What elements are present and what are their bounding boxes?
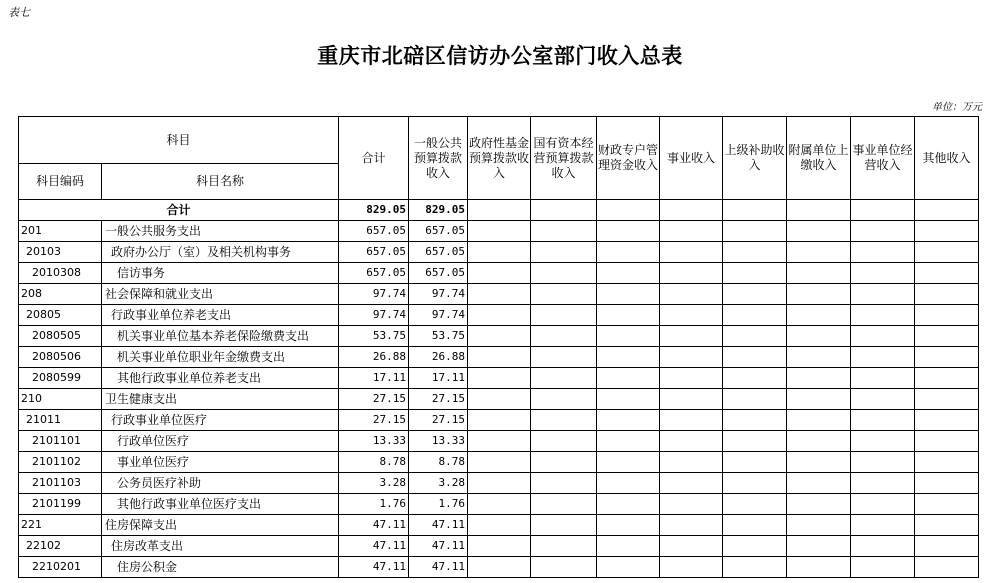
subject-name-cell: 其他行政事业单位医疗支出 xyxy=(102,494,339,515)
empty-cell xyxy=(787,221,851,242)
table-row xyxy=(19,263,979,284)
empty-cell xyxy=(915,515,979,536)
table-row xyxy=(19,410,979,431)
col-header-other-income: 其他收入 xyxy=(915,117,979,200)
empty-cell xyxy=(468,305,531,326)
empty-cell xyxy=(787,326,851,347)
table-row xyxy=(19,368,979,389)
empty-cell xyxy=(531,200,597,221)
general-budget-cell: 17.11 xyxy=(409,368,468,389)
total-row-label: 合计 xyxy=(19,200,339,221)
empty-cell xyxy=(723,200,787,221)
subject-code-cell: 2101103 xyxy=(19,473,102,494)
table-row xyxy=(19,305,979,326)
empty-cell xyxy=(468,410,531,431)
empty-cell xyxy=(787,200,851,221)
total-row-total: 829.05 xyxy=(339,200,409,221)
empty-cell xyxy=(851,326,915,347)
subject-code-cell: 22102 xyxy=(19,536,102,557)
empty-cell xyxy=(851,221,915,242)
empty-cell xyxy=(915,347,979,368)
general-budget-cell: 27.15 xyxy=(409,410,468,431)
total-cell: 47.11 xyxy=(339,557,409,578)
empty-cell xyxy=(787,368,851,389)
total-cell: 26.88 xyxy=(339,347,409,368)
empty-cell xyxy=(660,494,723,515)
subject-code-cell: 221 xyxy=(19,515,102,536)
general-budget-cell: 26.88 xyxy=(409,347,468,368)
general-budget-cell: 47.11 xyxy=(409,557,468,578)
general-budget-cell: 47.11 xyxy=(409,536,468,557)
empty-cell xyxy=(660,515,723,536)
table-row xyxy=(19,347,979,368)
table-row xyxy=(19,242,979,263)
col-header-affiliated-unit: 附属单位上缴收入 xyxy=(787,117,851,200)
general-budget-cell: 53.75 xyxy=(409,326,468,347)
empty-cell xyxy=(597,515,660,536)
page-title: 重庆市北碚区信访办公室部门收入总表 xyxy=(317,43,683,68)
subject-name-cell: 卫生健康支出 xyxy=(102,389,339,410)
subject-name-cell: 机关事业单位基本养老保险缴费支出 xyxy=(102,326,339,347)
col-header-business-income: 事业收入 xyxy=(660,117,723,200)
empty-cell xyxy=(531,284,597,305)
total-cell: 8.78 xyxy=(339,452,409,473)
empty-cell xyxy=(787,452,851,473)
empty-cell xyxy=(915,410,979,431)
empty-cell xyxy=(915,305,979,326)
empty-cell xyxy=(468,263,531,284)
subject-name-cell: 机关事业单位职业年金缴费支出 xyxy=(102,347,339,368)
empty-cell xyxy=(597,368,660,389)
empty-cell xyxy=(915,368,979,389)
empty-cell xyxy=(787,431,851,452)
subject-name-cell: 住房保障支出 xyxy=(102,515,339,536)
empty-cell xyxy=(723,557,787,578)
total-row xyxy=(19,200,979,221)
empty-cell xyxy=(531,557,597,578)
subject-code-cell: 2080505 xyxy=(19,326,102,347)
general-budget-cell: 97.74 xyxy=(409,284,468,305)
subject-name-cell: 住房改革支出 xyxy=(102,536,339,557)
empty-cell xyxy=(597,557,660,578)
subject-name-cell: 行政事业单位养老支出 xyxy=(102,305,339,326)
empty-cell xyxy=(660,221,723,242)
empty-cell xyxy=(915,221,979,242)
total-cell: 13.33 xyxy=(339,431,409,452)
empty-cell xyxy=(531,431,597,452)
empty-cell xyxy=(468,473,531,494)
empty-cell xyxy=(531,515,597,536)
general-budget-cell: 97.74 xyxy=(409,305,468,326)
empty-cell xyxy=(851,557,915,578)
empty-cell xyxy=(851,263,915,284)
empty-cell xyxy=(851,536,915,557)
col-header-special-account: 财政专户管理资金收入 xyxy=(597,117,660,200)
empty-cell xyxy=(723,347,787,368)
subject-code-cell: 2210201 xyxy=(19,557,102,578)
empty-cell xyxy=(597,200,660,221)
empty-cell xyxy=(660,200,723,221)
total-cell: 1.76 xyxy=(339,494,409,515)
empty-cell xyxy=(531,221,597,242)
empty-cell xyxy=(531,347,597,368)
table-row xyxy=(19,326,979,347)
subject-name-cell: 行政事业单位医疗 xyxy=(102,410,339,431)
empty-cell xyxy=(660,263,723,284)
empty-cell xyxy=(597,347,660,368)
empty-cell xyxy=(660,431,723,452)
empty-cell xyxy=(468,284,531,305)
subject-name-header: 科目名称 xyxy=(102,164,339,200)
empty-cell xyxy=(597,284,660,305)
subject-code-cell: 2101101 xyxy=(19,431,102,452)
empty-cell xyxy=(468,494,531,515)
empty-cell xyxy=(787,305,851,326)
empty-cell xyxy=(787,536,851,557)
col-header-total: 合计 xyxy=(339,117,409,200)
general-budget-cell: 657.05 xyxy=(409,242,468,263)
empty-cell xyxy=(787,473,851,494)
empty-cell xyxy=(468,389,531,410)
empty-cell xyxy=(660,536,723,557)
empty-cell xyxy=(597,473,660,494)
empty-cell xyxy=(915,242,979,263)
empty-cell xyxy=(468,221,531,242)
empty-cell xyxy=(531,326,597,347)
total-cell: 47.11 xyxy=(339,536,409,557)
empty-cell xyxy=(597,389,660,410)
empty-cell xyxy=(723,536,787,557)
empty-cell xyxy=(660,326,723,347)
empty-cell xyxy=(723,389,787,410)
subject-name-cell: 社会保障和就业支出 xyxy=(102,284,339,305)
empty-cell xyxy=(851,389,915,410)
col-header-state-capital: 国有资本经营预算拨款收入 xyxy=(531,117,597,200)
empty-cell xyxy=(851,347,915,368)
table-row xyxy=(19,452,979,473)
empty-cell xyxy=(660,347,723,368)
col-header-gov-fund: 政府性基金预算拨款收入 xyxy=(468,117,531,200)
empty-cell xyxy=(597,242,660,263)
empty-cell xyxy=(851,515,915,536)
empty-cell xyxy=(660,284,723,305)
general-budget-cell: 1.76 xyxy=(409,494,468,515)
empty-cell xyxy=(597,326,660,347)
empty-cell xyxy=(723,431,787,452)
general-budget-cell: 27.15 xyxy=(409,389,468,410)
empty-cell xyxy=(787,494,851,515)
subject-code-header: 科目编码 xyxy=(19,164,102,200)
empty-cell xyxy=(723,494,787,515)
empty-cell xyxy=(660,557,723,578)
total-cell: 27.15 xyxy=(339,389,409,410)
revenue-table xyxy=(18,116,979,578)
empty-cell xyxy=(468,242,531,263)
total-cell: 97.74 xyxy=(339,284,409,305)
subject-code-cell: 20805 xyxy=(19,305,102,326)
empty-cell xyxy=(915,431,979,452)
empty-cell xyxy=(851,473,915,494)
empty-cell xyxy=(468,431,531,452)
empty-cell xyxy=(660,410,723,431)
general-budget-cell: 3.28 xyxy=(409,473,468,494)
empty-cell xyxy=(660,305,723,326)
empty-cell xyxy=(597,452,660,473)
subject-code-cell: 201 xyxy=(19,221,102,242)
empty-cell xyxy=(597,431,660,452)
table-row xyxy=(19,536,979,557)
empty-cell xyxy=(468,368,531,389)
col-header-general-budget: 一般公共预算拨款收入 xyxy=(409,117,468,200)
table-row xyxy=(19,389,979,410)
empty-cell xyxy=(531,452,597,473)
empty-cell xyxy=(723,284,787,305)
empty-cell xyxy=(660,473,723,494)
table-row xyxy=(19,431,979,452)
total-cell: 27.15 xyxy=(339,410,409,431)
table-row xyxy=(19,557,979,578)
subject-name-cell: 行政单位医疗 xyxy=(102,431,339,452)
empty-cell xyxy=(787,410,851,431)
subject-name-cell: 公务员医疗补助 xyxy=(102,473,339,494)
empty-cell xyxy=(915,494,979,515)
empty-cell xyxy=(723,410,787,431)
total-cell: 97.74 xyxy=(339,305,409,326)
total-row-general-budget: 829.05 xyxy=(409,200,468,221)
subject-code-cell: 2080506 xyxy=(19,347,102,368)
empty-cell xyxy=(851,452,915,473)
subject-code-cell: 210 xyxy=(19,389,102,410)
general-budget-cell: 657.05 xyxy=(409,221,468,242)
empty-cell xyxy=(723,473,787,494)
empty-cell xyxy=(787,284,851,305)
subject-code-cell: 21011 xyxy=(19,410,102,431)
empty-cell xyxy=(468,347,531,368)
empty-cell xyxy=(851,200,915,221)
empty-cell xyxy=(723,515,787,536)
empty-cell xyxy=(851,305,915,326)
empty-cell xyxy=(851,284,915,305)
empty-cell xyxy=(787,263,851,284)
table-row xyxy=(19,515,979,536)
subject-code-cell: 2080599 xyxy=(19,368,102,389)
subject-code-cell: 2010308 xyxy=(19,263,102,284)
empty-cell xyxy=(851,431,915,452)
empty-cell xyxy=(531,473,597,494)
empty-cell xyxy=(915,263,979,284)
subject-name-cell: 住房公积金 xyxy=(102,557,339,578)
empty-cell xyxy=(787,242,851,263)
empty-cell xyxy=(851,368,915,389)
total-cell: 657.05 xyxy=(339,263,409,284)
subject-name-cell: 政府办公厅（室）及相关机构事务 xyxy=(102,242,339,263)
empty-cell xyxy=(915,284,979,305)
empty-cell xyxy=(723,452,787,473)
general-budget-cell: 657.05 xyxy=(409,263,468,284)
empty-cell xyxy=(723,368,787,389)
col-header-superior-subsidy: 上级补助收入 xyxy=(723,117,787,200)
empty-cell xyxy=(597,305,660,326)
table-header xyxy=(19,117,979,200)
table-row xyxy=(19,284,979,305)
empty-cell xyxy=(660,242,723,263)
col-header-operating-income: 事业单位经营收入 xyxy=(851,117,915,200)
empty-cell xyxy=(468,536,531,557)
total-cell: 47.11 xyxy=(339,515,409,536)
table-number: 表七 xyxy=(8,6,30,19)
table-body xyxy=(19,200,979,578)
empty-cell xyxy=(468,452,531,473)
empty-cell xyxy=(531,410,597,431)
subject-name-cell: 一般公共服务支出 xyxy=(102,221,339,242)
empty-cell xyxy=(531,368,597,389)
table-row xyxy=(19,221,979,242)
empty-cell xyxy=(468,557,531,578)
total-cell: 53.75 xyxy=(339,326,409,347)
total-cell: 657.05 xyxy=(339,242,409,263)
empty-cell xyxy=(597,494,660,515)
empty-cell xyxy=(723,305,787,326)
empty-cell xyxy=(915,452,979,473)
empty-cell xyxy=(468,515,531,536)
empty-cell xyxy=(787,347,851,368)
subject-code-cell: 208 xyxy=(19,284,102,305)
empty-cell xyxy=(915,200,979,221)
table-row xyxy=(19,473,979,494)
empty-cell xyxy=(915,389,979,410)
empty-cell xyxy=(660,389,723,410)
empty-cell xyxy=(597,410,660,431)
empty-cell xyxy=(851,242,915,263)
empty-cell xyxy=(531,305,597,326)
empty-cell xyxy=(468,200,531,221)
empty-cell xyxy=(851,410,915,431)
empty-cell xyxy=(787,389,851,410)
empty-cell xyxy=(531,389,597,410)
empty-cell xyxy=(915,473,979,494)
empty-cell xyxy=(531,263,597,284)
subject-name-cell: 事业单位医疗 xyxy=(102,452,339,473)
total-cell: 3.28 xyxy=(339,473,409,494)
subject-code-cell: 2101199 xyxy=(19,494,102,515)
empty-cell xyxy=(660,452,723,473)
empty-cell xyxy=(723,242,787,263)
empty-cell xyxy=(787,557,851,578)
unit-label: 单位：万元 xyxy=(932,102,982,113)
empty-cell xyxy=(597,536,660,557)
subject-name-cell: 其他行政事业单位养老支出 xyxy=(102,368,339,389)
empty-cell xyxy=(531,494,597,515)
empty-cell xyxy=(468,326,531,347)
empty-cell xyxy=(660,368,723,389)
table-row xyxy=(19,494,979,515)
general-budget-cell: 47.11 xyxy=(409,515,468,536)
general-budget-cell: 8.78 xyxy=(409,452,468,473)
empty-cell xyxy=(787,515,851,536)
empty-cell xyxy=(915,536,979,557)
empty-cell xyxy=(597,263,660,284)
empty-cell xyxy=(597,221,660,242)
empty-cell xyxy=(531,536,597,557)
subject-group-header: 科目 xyxy=(19,117,339,164)
subject-name-cell: 信访事务 xyxy=(102,263,339,284)
empty-cell xyxy=(915,326,979,347)
empty-cell xyxy=(915,557,979,578)
empty-cell xyxy=(531,242,597,263)
empty-cell xyxy=(723,263,787,284)
general-budget-cell: 13.33 xyxy=(409,431,468,452)
total-cell: 17.11 xyxy=(339,368,409,389)
subject-code-cell: 2101102 xyxy=(19,452,102,473)
empty-cell xyxy=(851,494,915,515)
empty-cell xyxy=(723,326,787,347)
empty-cell xyxy=(723,221,787,242)
total-cell: 657.05 xyxy=(339,221,409,242)
subject-code-cell: 20103 xyxy=(19,242,102,263)
